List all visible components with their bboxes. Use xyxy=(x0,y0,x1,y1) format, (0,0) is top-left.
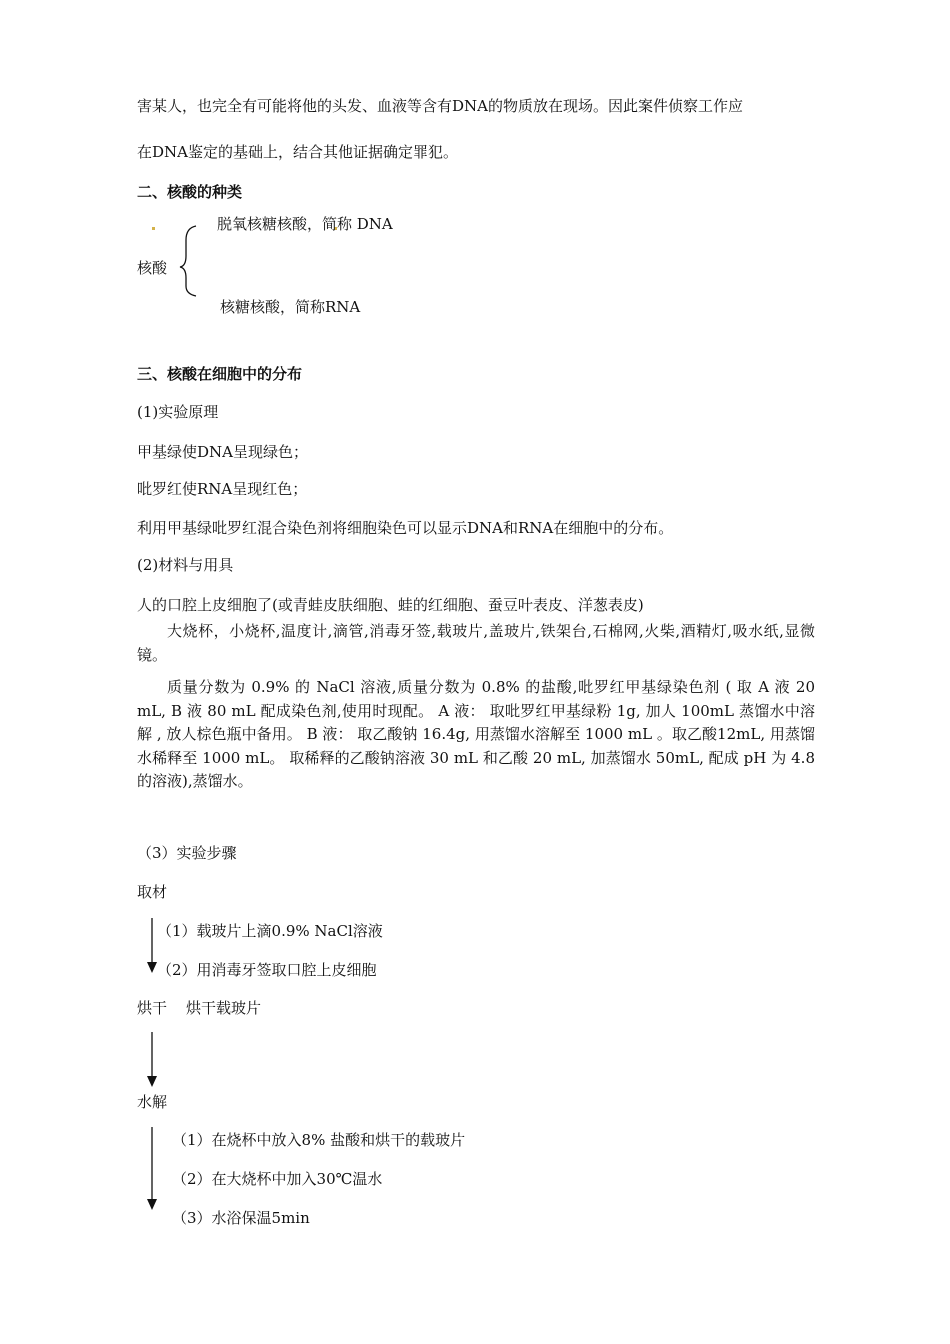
principle-line: 吡罗红使RNA呈现红色； xyxy=(137,480,308,498)
step-sampling: 取材 xyxy=(137,883,168,901)
arrow-hydrolysis xyxy=(147,1127,157,1210)
principle-line: 甲基绿使DNA呈现绿色； xyxy=(137,443,308,461)
section2-heading: 二、核酸的种类 xyxy=(137,183,243,201)
branch-rna: 核糖核酸，简称RNA xyxy=(220,298,361,316)
nucleic-acid-root: 核酸 xyxy=(137,259,168,277)
step-hydrolysis-sub: （3）水浴保温5min xyxy=(172,1209,310,1227)
step-sampling-sub: （1）载玻片上滴0.9% NaCl溶液 xyxy=(157,922,383,940)
materials-tools: 大烧杯，小烧杯,温度计,滴管,消毒牙签,载玻片,盖玻片,铁架台,石棉网,火柴,酒精灯,吸水纸,显微镜。 xyxy=(137,622,815,664)
intro-line-1: 害某人，也完全有可能将他的头发、血液等含有DNA的物质放在现场。因此案件侦察工作应 xyxy=(137,97,743,115)
steps-title: （3）实验步骤 xyxy=(137,844,237,862)
materials-title: (2)材料与用具 xyxy=(137,556,234,574)
step-hydrolysis-sub: （1）在烧杯中放入8% 盐酸和烘干的载玻片 xyxy=(172,1131,466,1149)
arrow-drying xyxy=(147,1032,157,1087)
principle-title: (1)实验原理 xyxy=(137,403,219,421)
materials-cells: 人的口腔上皮细胞了(或青蛙皮肤细胞、蛙的红细胞、蚕豆叶表皮、洋葱表皮) xyxy=(137,596,644,614)
curly-brace xyxy=(180,226,196,296)
intro-line-2: 在DNA鉴定的基础上，结合其他证据确定罪犯。 xyxy=(137,143,458,161)
step-drying: 烘干 xyxy=(137,999,168,1017)
principle-line: 利用甲基绿吡罗红混合染色剂将细胞染色可以显示DNA和RNA在细胞中的分布。 xyxy=(137,519,674,537)
step-hydrolysis-sub: （2）在大烧杯中加入30℃温水 xyxy=(172,1170,383,1188)
step-hydrolysis: 水解 xyxy=(137,1093,168,1111)
arrow-sampling xyxy=(147,918,157,973)
step-sampling-sub: （2）用消毒牙签取口腔上皮细胞 xyxy=(157,961,377,979)
branch-dna: 脱氧核糖核酸，简称 DNA xyxy=(217,215,393,233)
step-drying-desc: 烘干载玻片 xyxy=(186,999,262,1017)
materials-reagents: 质量分数为 0.9% 的 NaCl 溶液,质量分数为 0.8% 的盐酸,吡罗红甲基绿染色剂 ( 取 A 液 20 mL, B 液 80 mL 配成染色剂,使用时现配。 A 液： 取吡罗红甲基绿粉 1g, 加人 100mL 蒸馏水中溶解 , 放人棕色瓶中备用。 B 液： 取乙酸钠 16.4g, 用蒸馏水溶解至 1000 mL 。取乙酸12mL, 用蒸馏水稀释至 1000 mL。 取稀释的乙酸钠溶液 30 mL 和乙酸 20 mL, 加蒸馏水 50mL, 配成 pH 为 4.8 的溶液),蒸馏水。 xyxy=(137,678,815,790)
section3-heading: 三、核酸在细胞中的分布 xyxy=(137,365,303,383)
